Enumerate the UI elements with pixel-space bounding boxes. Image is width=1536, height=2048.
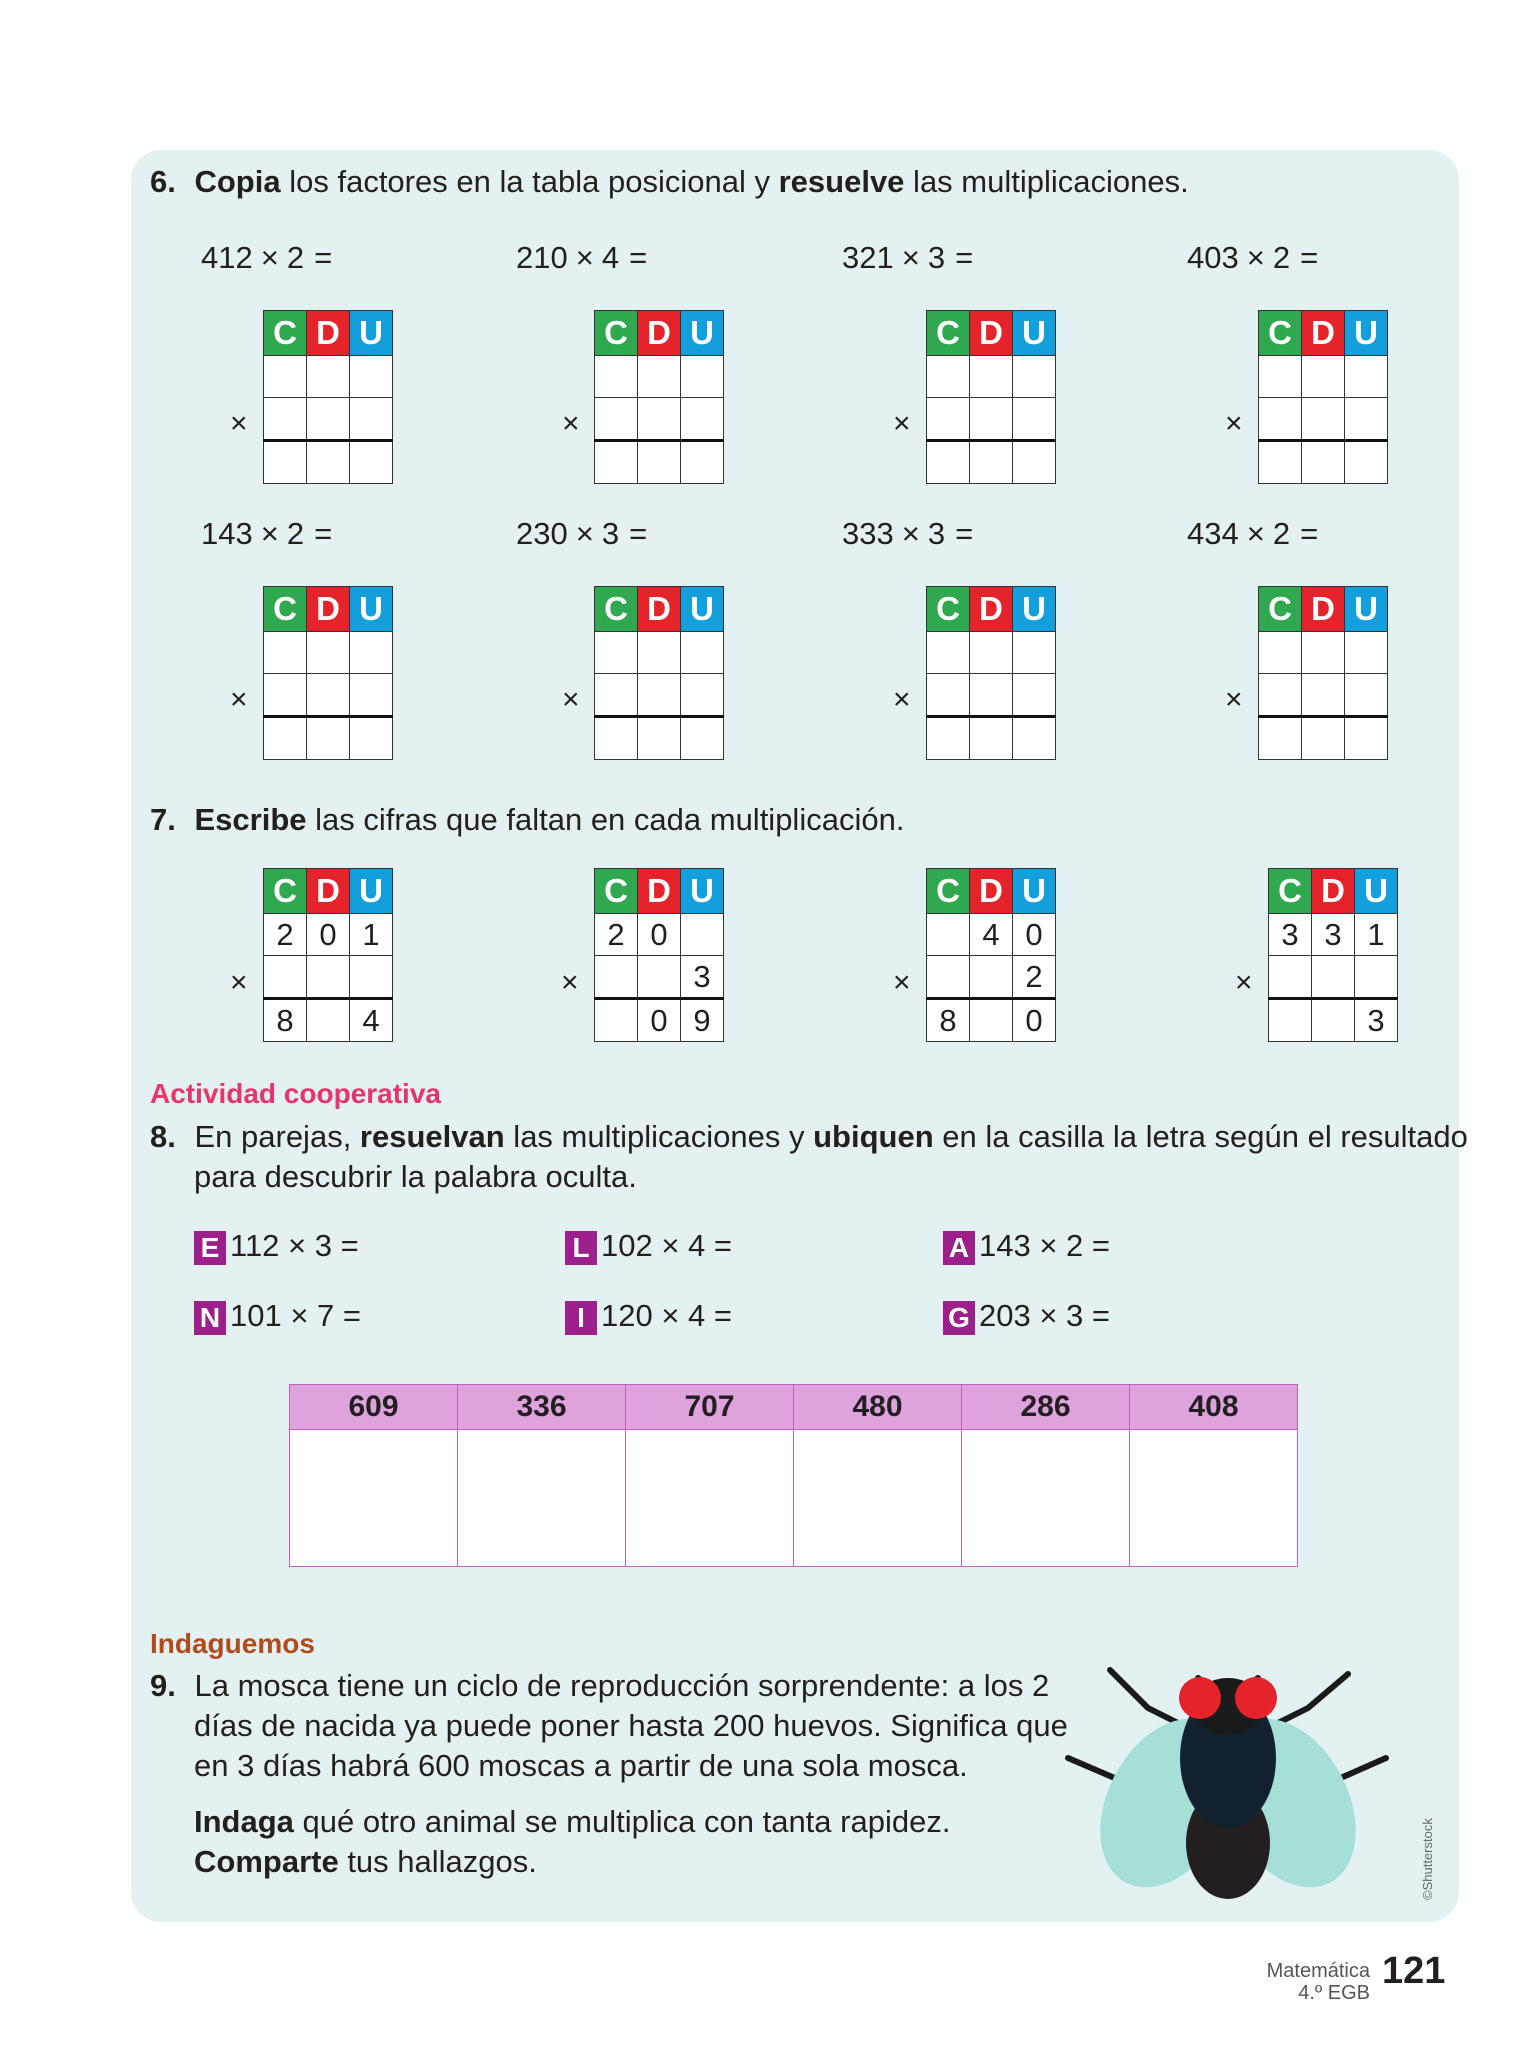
cooperative-activity-heading: Actividad cooperativa: [150, 1078, 441, 1109]
digit-cell[interactable]: 2: [264, 914, 307, 956]
column-header-u: U: [681, 311, 724, 356]
digit-cell[interactable]: [1302, 717, 1345, 760]
digit-cell[interactable]: [1259, 674, 1302, 717]
keyword-resuelve: resuelve: [778, 164, 905, 199]
column-header-c: C: [927, 587, 970, 632]
multiplication-sign: ×: [1225, 683, 1243, 716]
digit-cell[interactable]: [595, 632, 638, 674]
multiplication-sign: ×: [230, 683, 248, 716]
factor-right: 3: [601, 516, 620, 551]
letter-answer-cell[interactable]: [794, 1430, 962, 1567]
letter-expression-n: [194, 1298, 361, 1335]
digit-cell[interactable]: 8: [264, 999, 307, 1042]
digit-cell[interactable]: [638, 717, 681, 760]
digit-cell[interactable]: [307, 441, 350, 484]
digit-cell[interactable]: [1259, 441, 1302, 484]
digit-cell[interactable]: [1259, 717, 1302, 760]
column-header-c: C: [264, 869, 307, 914]
keyword-copia: Copia: [194, 164, 281, 199]
times-symbol: ×: [1246, 516, 1265, 551]
digit-cell[interactable]: [350, 717, 393, 760]
expression-text: 101 × 7 =: [230, 1298, 362, 1333]
digit-cell[interactable]: [1345, 674, 1388, 717]
column-header-c: C: [264, 587, 307, 632]
column-header-c: C: [927, 311, 970, 356]
factor-left: 333: [842, 516, 894, 551]
instruction-text: En parejas,: [194, 1119, 360, 1154]
digit-cell[interactable]: [638, 956, 681, 999]
place-value-table: [1268, 868, 1398, 1042]
exercise-number: 6.: [150, 164, 176, 199]
column-header-c: C: [595, 587, 638, 632]
column-header-c: C: [1269, 869, 1312, 914]
digit-cell[interactable]: [595, 674, 638, 717]
column-header-u: U: [1345, 587, 1388, 632]
exercise-number: 9.: [150, 1668, 176, 1703]
digit-cell[interactable]: 2: [595, 914, 638, 956]
result-header: 336: [458, 1385, 626, 1430]
digit-cell[interactable]: [927, 441, 970, 484]
column-header-d: D: [638, 311, 681, 356]
result-header: 408: [1130, 1385, 1298, 1430]
column-header-d: D: [638, 587, 681, 632]
digit-cell[interactable]: [1013, 674, 1056, 717]
place-value-table: [926, 868, 1056, 1042]
equals-symbol: =: [955, 240, 974, 275]
digit-cell[interactable]: [970, 398, 1013, 441]
letter-answer-cell[interactable]: [290, 1430, 458, 1567]
grade-label: 4.º EGB: [1298, 1982, 1370, 2004]
instruction-text: las cifras que faltan en cada multiplicación.: [306, 802, 905, 837]
digit-cell[interactable]: 3: [681, 956, 724, 999]
digit-cell[interactable]: 1: [350, 914, 393, 956]
place-value-table: [1258, 586, 1388, 760]
column-header-c: C: [595, 311, 638, 356]
digit-cell[interactable]: [1345, 398, 1388, 441]
exercise-9-text-line1: [150, 1666, 1049, 1706]
digit-cell[interactable]: 4: [350, 999, 393, 1042]
column-header-d: D: [1312, 869, 1355, 914]
result-header: 480: [794, 1385, 962, 1430]
equals-symbol: =: [314, 516, 333, 551]
letter-expression-e: [194, 1228, 359, 1265]
digit-cell[interactable]: [970, 632, 1013, 674]
place-value-table: [926, 586, 1056, 760]
digit-cell[interactable]: [1302, 398, 1345, 441]
fly-illustration-icon: [1058, 1618, 1398, 1900]
digit-cell[interactable]: [1259, 356, 1302, 398]
column-header-d: D: [970, 587, 1013, 632]
equals-symbol: =: [1300, 516, 1319, 551]
letter-expression-a: [943, 1228, 1110, 1265]
digit-cell[interactable]: [638, 632, 681, 674]
column-header-d: D: [970, 869, 1013, 914]
expression-text: 120 × 4 =: [601, 1298, 733, 1333]
digit-cell[interactable]: [681, 356, 724, 398]
result-header: 707: [626, 1385, 794, 1430]
multiplication-sign: ×: [561, 966, 579, 999]
column-header-u: U: [350, 587, 393, 632]
instruction-text: las multiplicaciones.: [904, 164, 1189, 199]
result-header: 286: [962, 1385, 1130, 1430]
column-header-u: U: [1013, 587, 1056, 632]
equals-symbol: =: [629, 516, 648, 551]
digit-cell[interactable]: [1302, 674, 1345, 717]
multiplication-sign: ×: [230, 407, 248, 440]
column-header-c: C: [1259, 311, 1302, 356]
digit-cell[interactable]: [638, 674, 681, 717]
exercise-9-text-line3: en 3 días habrá 600 moscas a partir de una sola mosca.: [194, 1748, 968, 1783]
exercise-9-text-line2: días de nacida ya puede poner hasta 200 huevos. Significa que: [194, 1708, 1068, 1743]
digit-cell[interactable]: [1302, 356, 1345, 398]
column-header-d: D: [307, 587, 350, 632]
multiplication-expression: [842, 516, 973, 552]
digit-cell[interactable]: [970, 441, 1013, 484]
digit-cell[interactable]: [681, 632, 724, 674]
times-symbol: ×: [260, 516, 279, 551]
digit-cell[interactable]: 3: [1312, 914, 1355, 956]
digit-cell[interactable]: [1345, 632, 1388, 674]
digit-cell[interactable]: [1013, 398, 1056, 441]
digit-cell[interactable]: [681, 674, 724, 717]
digit-cell[interactable]: [307, 717, 350, 760]
digit-cell[interactable]: 3: [1269, 914, 1312, 956]
instruction-text: los factores en la tabla posicional y: [280, 164, 779, 199]
multiplication-expression: [201, 516, 332, 552]
digit-cell[interactable]: 0: [638, 914, 681, 956]
factor-right: 4: [601, 240, 620, 275]
digit-cell[interactable]: [264, 398, 307, 441]
factor-right: 2: [1272, 240, 1291, 275]
multiplication-expression: [842, 240, 973, 276]
letter-answer-cell[interactable]: [1130, 1430, 1298, 1567]
digit-cell[interactable]: [927, 398, 970, 441]
digit-cell[interactable]: 0: [1013, 999, 1056, 1042]
factor-left: 230: [516, 516, 568, 551]
equals-symbol: =: [629, 240, 648, 275]
digit-cell[interactable]: [1345, 717, 1388, 760]
multiplication-expression: [1187, 516, 1318, 552]
times-symbol: ×: [575, 240, 594, 275]
times-symbol: ×: [575, 516, 594, 551]
digit-cell[interactable]: [350, 674, 393, 717]
factor-left: 434: [1187, 516, 1239, 551]
times-symbol: ×: [901, 516, 920, 551]
letter-badge: L: [565, 1231, 597, 1265]
digit-cell[interactable]: [638, 441, 681, 484]
digit-cell[interactable]: [1312, 956, 1355, 999]
column-header-d: D: [1302, 311, 1345, 356]
digit-cell[interactable]: [307, 674, 350, 717]
factor-left: 321: [842, 240, 894, 275]
credit-text: ©Shutterstock: [1420, 1818, 1435, 1900]
equals-symbol: =: [955, 516, 974, 551]
place-value-table: [263, 868, 393, 1042]
digit-cell[interactable]: [1013, 717, 1056, 760]
column-header-d: D: [307, 311, 350, 356]
exercise-7-instruction: [150, 800, 904, 840]
digit-cell[interactable]: [307, 398, 350, 441]
column-header-c: C: [595, 869, 638, 914]
times-symbol: ×: [901, 240, 920, 275]
digit-cell[interactable]: [1312, 999, 1355, 1042]
multiplication-sign: ×: [1225, 407, 1243, 440]
digit-cell[interactable]: [927, 674, 970, 717]
exercise-9-task-line2: [194, 1842, 537, 1882]
letter-badge: A: [943, 1231, 975, 1265]
factor-right: 2: [286, 516, 305, 551]
factor-left: 210: [516, 240, 568, 275]
exercise-9-task-line1: [194, 1802, 950, 1842]
digit-cell[interactable]: [681, 914, 724, 956]
expression-text: 203 × 3 =: [979, 1298, 1111, 1333]
column-header-d: D: [1302, 587, 1345, 632]
task-text: qué otro animal se multiplica con tanta rapidez.: [293, 1804, 951, 1839]
digit-cell[interactable]: [681, 717, 724, 760]
multiplication-sign: ×: [562, 407, 580, 440]
digit-cell[interactable]: [970, 999, 1013, 1042]
digit-cell[interactable]: [1013, 356, 1056, 398]
column-header-u: U: [1345, 311, 1388, 356]
expression-text: 112 × 3 =: [230, 1228, 359, 1263]
digit-cell[interactable]: 8: [927, 999, 970, 1042]
multiplication-expression: [516, 516, 647, 552]
digit-cell[interactable]: [927, 632, 970, 674]
footer-subject-block: [1200, 1960, 1370, 2004]
column-header-d: D: [638, 869, 681, 914]
digit-cell[interactable]: [307, 999, 350, 1042]
exercise-6-instruction: [150, 162, 1189, 202]
factor-left: 412: [201, 240, 253, 275]
result-header: 609: [290, 1385, 458, 1430]
digit-cell[interactable]: [1269, 999, 1312, 1042]
column-header-u: U: [1013, 869, 1056, 914]
letter-answer-cell[interactable]: [458, 1430, 626, 1567]
exercise-8-instruction: [150, 1117, 1468, 1157]
letter-badge: G: [943, 1301, 975, 1335]
multiplication-sign: ×: [893, 966, 911, 999]
digit-cell[interactable]: [1345, 441, 1388, 484]
multiplication-expression: [201, 240, 332, 276]
multiplication-sign: ×: [230, 966, 248, 999]
multiplication-expression: [516, 240, 647, 276]
factor-right: 2: [286, 240, 305, 275]
digit-cell[interactable]: [1345, 356, 1388, 398]
digit-cell[interactable]: [1355, 956, 1398, 999]
place-value-table: [926, 310, 1056, 484]
digit-cell[interactable]: [1259, 398, 1302, 441]
times-symbol: ×: [260, 240, 279, 275]
equals-symbol: =: [314, 240, 333, 275]
digit-cell[interactable]: 3: [1355, 999, 1398, 1042]
digit-cell[interactable]: [350, 441, 393, 484]
column-header-u: U: [681, 869, 724, 914]
factor-left: 143: [201, 516, 253, 551]
letter-badge: I: [565, 1301, 597, 1335]
digit-cell[interactable]: [638, 356, 681, 398]
column-header-d: D: [970, 311, 1013, 356]
digit-cell[interactable]: [350, 356, 393, 398]
digit-cell[interactable]: [1259, 632, 1302, 674]
digit-cell[interactable]: [264, 717, 307, 760]
column-header-u: U: [681, 587, 724, 632]
expression-text: 143 × 2 =: [979, 1228, 1111, 1263]
expression-text: 102 × 4 =: [601, 1228, 733, 1263]
digit-cell[interactable]: [927, 956, 970, 999]
digit-cell[interactable]: [1013, 632, 1056, 674]
factor-left: 403: [1187, 240, 1239, 275]
digit-cell[interactable]: 2: [1013, 956, 1056, 999]
factor-right: 3: [927, 516, 946, 551]
letter-badge: E: [194, 1231, 226, 1265]
digit-cell[interactable]: [1013, 441, 1056, 484]
image-credit: [1420, 1800, 1440, 1900]
digit-cell[interactable]: [264, 441, 307, 484]
indaguemos-heading: Indaguemos: [150, 1628, 315, 1659]
multiplication-sign: ×: [893, 683, 911, 716]
digit-cell[interactable]: [595, 717, 638, 760]
place-value-table: [594, 586, 724, 760]
letter-expression-i: [565, 1298, 732, 1335]
digit-cell[interactable]: [595, 999, 638, 1042]
digit-cell[interactable]: [927, 356, 970, 398]
column-header-u: U: [350, 311, 393, 356]
keyword-comparte: Comparte: [194, 1844, 339, 1879]
subject-label: Matemática: [1266, 1960, 1370, 1982]
digit-cell[interactable]: [1302, 632, 1345, 674]
multiplication-sign: ×: [1235, 966, 1253, 999]
digit-cell[interactable]: 1: [1355, 914, 1398, 956]
digit-cell[interactable]: 9: [681, 999, 724, 1042]
paragraph-line: La mosca tiene un ciclo de reproducción sorprendente: a los 2: [194, 1668, 1050, 1703]
digit-cell[interactable]: [350, 398, 393, 441]
exercise-8-instruction-line2: para descubrir la palabra oculta.: [194, 1159, 637, 1194]
exercise-number: 7.: [150, 802, 176, 837]
digit-cell[interactable]: [264, 356, 307, 398]
multiplication-sign: ×: [562, 683, 580, 716]
digit-cell[interactable]: 0: [638, 999, 681, 1042]
digit-cell[interactable]: [1302, 441, 1345, 484]
digit-cell[interactable]: 4: [970, 914, 1013, 956]
factor-right: 3: [927, 240, 946, 275]
digit-cell[interactable]: [970, 674, 1013, 717]
digit-cell[interactable]: 0: [1013, 914, 1056, 956]
letter-expression-g: [943, 1298, 1110, 1335]
digit-cell[interactable]: [264, 632, 307, 674]
digit-cell[interactable]: [638, 398, 681, 441]
digit-cell[interactable]: [307, 956, 350, 999]
digit-cell[interactable]: 0: [307, 914, 350, 956]
place-value-table: [594, 310, 724, 484]
keyword-escribe: Escribe: [194, 802, 307, 837]
column-header-d: D: [307, 869, 350, 914]
factor-right: 2: [1272, 516, 1291, 551]
digit-cell[interactable]: [595, 956, 638, 999]
column-header-c: C: [264, 311, 307, 356]
digit-cell[interactable]: [681, 441, 724, 484]
equals-symbol: =: [1300, 240, 1319, 275]
instruction-text: las multiplicaciones y: [504, 1119, 814, 1154]
hidden-word-table: [289, 1384, 1298, 1567]
letter-badge: N: [194, 1301, 226, 1335]
place-value-table: [263, 586, 393, 760]
digit-cell[interactable]: [264, 956, 307, 999]
digit-cell[interactable]: [350, 956, 393, 999]
digit-cell[interactable]: [595, 356, 638, 398]
times-symbol: ×: [1246, 240, 1265, 275]
digit-cell[interactable]: [307, 632, 350, 674]
digit-cell[interactable]: [1269, 956, 1312, 999]
place-value-table: [263, 310, 393, 484]
column-header-c: C: [1259, 587, 1302, 632]
digit-cell[interactable]: [681, 398, 724, 441]
column-header-u: U: [1013, 311, 1056, 356]
digit-cell[interactable]: [970, 356, 1013, 398]
letter-expression-l: [565, 1228, 732, 1265]
column-header-u: U: [1355, 869, 1398, 914]
keyword-resuelvan: resuelvan: [359, 1119, 505, 1154]
instruction-text: en la casilla la letra según el resultado: [933, 1119, 1468, 1154]
digit-cell[interactable]: [595, 398, 638, 441]
letter-answer-cell[interactable]: [626, 1430, 794, 1567]
digit-cell[interactable]: [264, 674, 307, 717]
task-text: tus hallazgos.: [338, 1844, 537, 1879]
keyword-ubiquen: ubiquen: [813, 1119, 934, 1154]
multiplication-sign: ×: [893, 407, 911, 440]
page-number: 121: [1382, 1950, 1446, 1992]
exercise-number: 8.: [150, 1119, 176, 1154]
digit-cell[interactable]: [595, 441, 638, 484]
place-value-table: [1258, 310, 1388, 484]
digit-cell[interactable]: [927, 914, 970, 956]
column-header-u: U: [350, 869, 393, 914]
digit-cell[interactable]: [307, 356, 350, 398]
keyword-indaga: Indaga: [194, 1804, 294, 1839]
digit-cell[interactable]: [970, 956, 1013, 999]
column-header-c: C: [927, 869, 970, 914]
digit-cell[interactable]: [970, 717, 1013, 760]
letter-answer-cell[interactable]: [962, 1430, 1130, 1567]
place-value-table: [594, 868, 724, 1042]
digit-cell[interactable]: [350, 632, 393, 674]
digit-cell[interactable]: [927, 717, 970, 760]
multiplication-expression: [1187, 240, 1318, 276]
